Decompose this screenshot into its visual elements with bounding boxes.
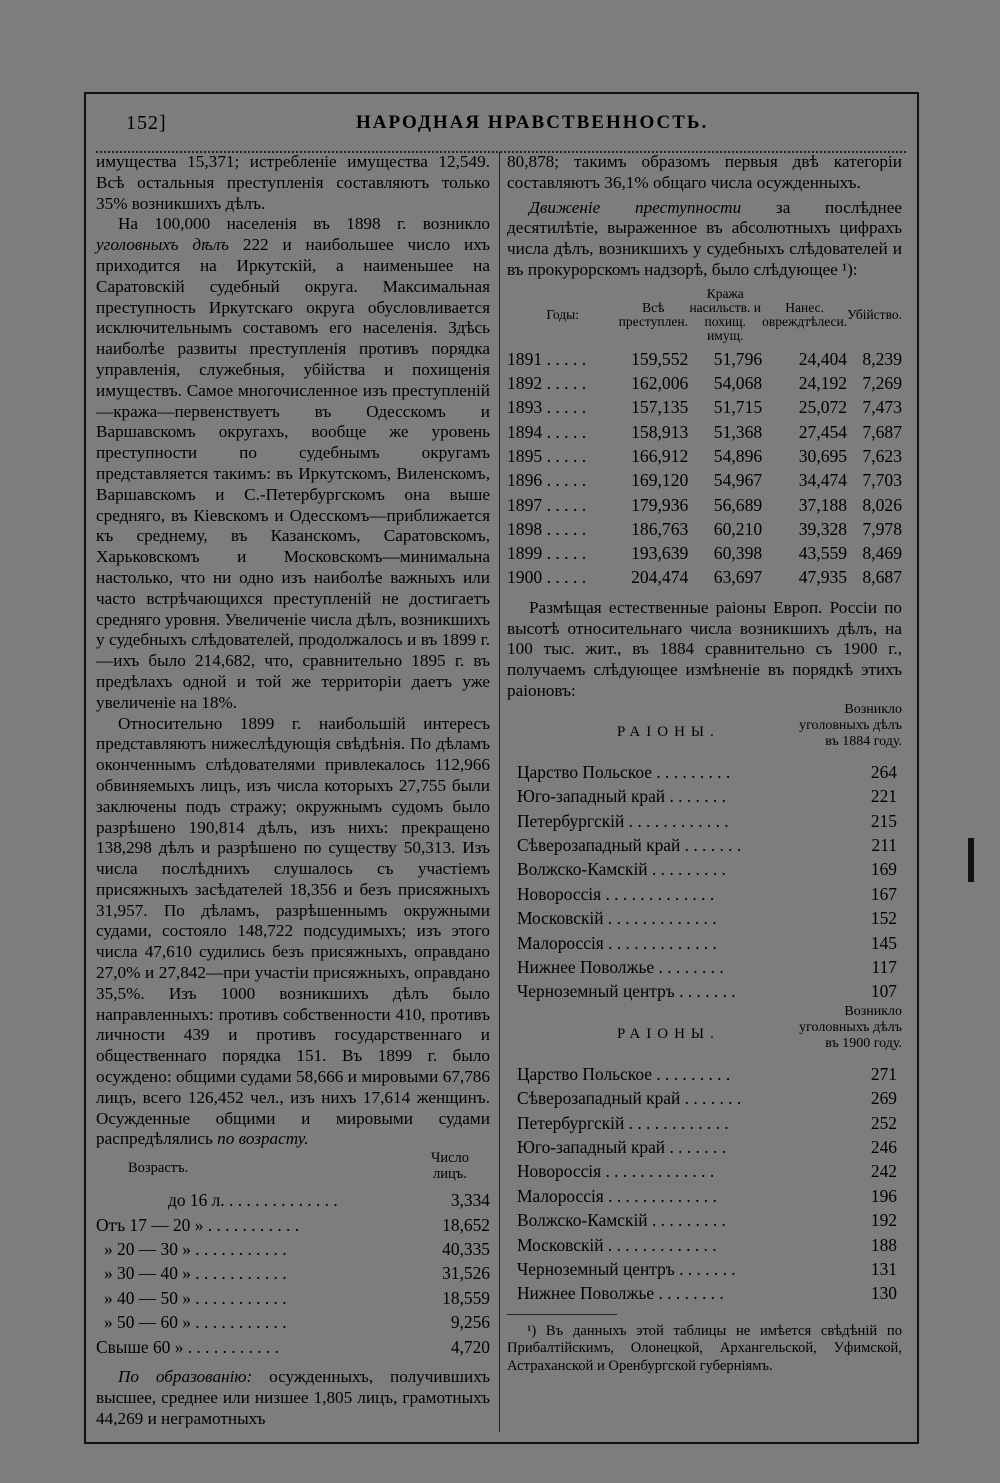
region-name: Петербургскій . . . . . . . . . . . .	[517, 810, 729, 831]
region-name: Московскій . . . . . . . . . . . . .	[517, 1234, 717, 1255]
emphasis: по возрасту.	[217, 1129, 309, 1149]
age-label: Отъ 17 — 20 » . . . . . . . . . . .	[96, 1214, 300, 1235]
header-years: Годы:	[546, 306, 579, 322]
value-cell: 54,896	[713, 445, 763, 466]
region-value: 196	[870, 1185, 897, 1206]
emphasis: Движеніе преступности	[529, 197, 742, 217]
value-cell: 7,269	[862, 373, 902, 394]
year-cell: 1895 . . . . .	[507, 445, 587, 466]
value-cell: 24,192	[798, 373, 848, 394]
table-row	[517, 1159, 897, 1183]
text: На 100,000 населенія въ 1898 г. возникло	[118, 214, 490, 234]
region-value: 269	[870, 1088, 897, 1109]
region-value: 271	[870, 1063, 897, 1084]
text: 222 и наибольшее число ихъ приходится на Иркутскій, а наименьшее на Саратовскій судебный округа. Максимальная преступность Иркутскаго округа обусловливается исключительнымъ составомъ его населенія. Здѣсь наиболѣе развиты преступленія противъ порядка управленія, служебныя, убійства и похищенія имуществъ. Самое многочисленное изъ преступленій—кража—первенствуетъ въ Одесскомъ и Варшавскомъ округахъ, вообще же уровень преступности по судебнымъ округамъ представляется такимъ: въ Иркутскомъ, Виленскомъ, Варшавскомъ и С.-Петербургскомъ она выше средняго, въ Кіевскомъ и Одесскомъ—приближается къ среднему, въ Казанскомъ, Саратовскомъ, Харьковскомъ и Московскомъ—минимальна настолько, что ни одно изъ наиболѣе важныхъ или часто встрѣчающихся преступленій не достигаетъ средняго уровня. Увеличеніе числа дѣлъ, возникшихъ у судебныхъ слѣдователей, продолжалось и въ 1899 г.—ихъ было 214,682, что, сравнительно 1895 г. въ предѣлахъ одной и той же территоріи даетъ уже увеличеніе на 18%.	[96, 235, 490, 712]
regions-1900-table	[517, 1062, 897, 1306]
scan-mark	[968, 838, 974, 882]
table-row	[517, 1208, 897, 1232]
year-cell: 1898 . . . . .	[507, 518, 587, 539]
value-cell: 8,687	[862, 567, 902, 588]
table-row	[507, 347, 902, 371]
table-row	[517, 784, 897, 808]
region-value: 169	[870, 859, 897, 880]
value-cell: 157,135	[631, 397, 689, 418]
region-value: 246	[870, 1137, 897, 1158]
value-cell: 56,689	[713, 494, 763, 515]
value-cell: 193,639	[631, 543, 689, 564]
region-name: Черноземный центръ . . . . . . .	[517, 981, 736, 1002]
value-cell: 27,454	[798, 421, 848, 442]
footnote: ¹) Въ данныхъ этой таблицы не имѣется свѣдѣній по Прибалтійскимъ, Олонецкой, Архангельской, Уфимской, Астраханской и Оренбургской губерніямъ.	[507, 1322, 902, 1374]
table-row	[517, 1062, 897, 1086]
table-row	[507, 493, 902, 517]
header-murder: Убійство.	[847, 306, 902, 322]
table-row	[507, 371, 902, 395]
left-paragraph-4	[96, 1367, 490, 1429]
age-value: 4,720	[450, 1336, 490, 1357]
left-paragraph-1: имущества 15,371; истребленіе имущества 12,549. Всѣ остальныя преступленія составляютъ только 35% возникшихъ дѣлъ.	[96, 152, 490, 213]
table-row	[517, 1111, 897, 1135]
region-value: 131	[870, 1259, 897, 1280]
year-cell: 1892 . . . . .	[507, 373, 587, 394]
regions-1900-header	[507, 1004, 902, 1062]
running-head: НАРОДНАЯ НРАВСТВЕННОСТЬ.	[356, 112, 709, 133]
regions-1884-caption: Возникло уголовныхъ дѣлъ въ 1884 году.	[799, 701, 902, 749]
table-row	[517, 882, 897, 906]
regions-1900-caption: Возникло уголовныхъ дѣлъ въ 1900 году.	[799, 1003, 902, 1051]
region-value: 242	[870, 1161, 897, 1182]
age-value: 40,335	[442, 1239, 490, 1260]
value-cell: 204,474	[631, 567, 689, 588]
regions-label: РАІОНЫ.	[617, 723, 720, 740]
value-cell: 63,697	[713, 567, 763, 588]
value-cell: 60,398	[713, 543, 763, 564]
value-cell: 186,763	[631, 518, 689, 539]
age-label: Свыше 60 » . . . . . . . . . . .	[96, 1336, 280, 1357]
value-cell: 24,404	[798, 348, 848, 369]
table-row	[517, 1184, 897, 1208]
page-number: 152]	[126, 112, 167, 134]
table-row	[507, 517, 902, 541]
age-label: до 16 л. . . . . . . . . . . . . .	[168, 1190, 338, 1211]
region-value: 107	[870, 981, 897, 1002]
value-cell: 7,978	[862, 518, 902, 539]
region-name: Черноземный центръ . . . . . . .	[517, 1259, 736, 1280]
year-cell: 1900 . . . . .	[507, 567, 587, 588]
value-cell: 179,936	[631, 494, 689, 515]
regions-1884-header	[507, 702, 902, 760]
table-row	[517, 931, 897, 955]
table-row	[507, 395, 902, 419]
emphasis: По образованію:	[118, 1367, 253, 1387]
value-cell: 162,006	[631, 373, 689, 394]
right-paragraph-3: Размѣщая естественные раіоны Европ. Россіи по высотѣ относительнаго числа возникшихъ дѣлъ, на 100 тыс. жит., въ 1884 сравнительно съ 1900 г., получаемъ слѣдующее измѣненіе въ порядкѣ этихъ раіоновъ:	[507, 597, 902, 700]
region-value: 167	[870, 883, 897, 904]
age-value: 3,334	[450, 1190, 490, 1211]
table-row	[507, 468, 902, 492]
value-cell: 158,913	[631, 421, 689, 442]
right-paragraph-2	[507, 198, 902, 281]
value-cell: 34,474	[798, 470, 848, 491]
region-name: Малороссія . . . . . . . . . . . . .	[517, 1185, 717, 1206]
value-cell: 166,912	[631, 445, 689, 466]
table-row	[517, 1086, 897, 1110]
table-row	[517, 1135, 897, 1159]
year-cell: 1896 . . . . .	[507, 470, 587, 491]
table-row	[96, 1237, 490, 1261]
table-row	[507, 541, 902, 565]
year-cell: 1897 . . . . .	[507, 494, 587, 515]
header-theft: Кража насильств. и похищ. имущ.	[689, 285, 762, 343]
table-row	[517, 1281, 897, 1305]
age-label: » 50 — 60 » . . . . . . . . . . .	[104, 1312, 287, 1333]
value-cell: 8,469	[862, 543, 902, 564]
year-cell: 1893 . . . . .	[507, 397, 587, 418]
table-row	[517, 833, 897, 857]
table-row	[507, 565, 902, 589]
region-name: Юго-западный край . . . . . . .	[517, 1137, 726, 1158]
age-label: » 30 — 40 » . . . . . . . . . . .	[104, 1263, 287, 1284]
region-name: Московскій . . . . . . . . . . . . .	[517, 908, 717, 929]
region-value: 192	[870, 1210, 897, 1231]
value-cell: 51,368	[713, 421, 763, 442]
table-row	[517, 955, 897, 979]
value-cell: 7,703	[862, 470, 902, 491]
region-value: 145	[870, 932, 897, 953]
footnote-rule	[507, 1314, 617, 1315]
value-cell: 43,559	[798, 543, 848, 564]
table-row	[96, 1261, 490, 1285]
table-row	[507, 444, 902, 468]
year-cell: 1894 . . . . .	[507, 421, 587, 442]
region-name: Волжско-Камскій . . . . . . . . .	[517, 859, 726, 880]
region-name: Нижнее Поволжье . . . . . . . .	[517, 1283, 724, 1304]
age-label: » 20 — 30 » . . . . . . . . . . .	[104, 1239, 287, 1260]
value-cell: 37,188	[798, 494, 848, 515]
left-paragraph-3	[96, 714, 490, 1151]
region-value: 152	[870, 908, 897, 929]
table-row	[517, 979, 897, 1003]
age-table-header	[96, 1150, 490, 1188]
value-cell: 7,687	[862, 421, 902, 442]
region-value: 221	[870, 786, 897, 807]
value-cell: 51,715	[713, 397, 763, 418]
crime-table	[507, 285, 902, 590]
region-name: Сѣверозападный край . . . . . . .	[517, 834, 742, 855]
column-divider	[499, 152, 500, 1432]
text: осужденныхъ, получившихъ высшее, среднее или низшее 1,805 лицъ, грамотныхъ 44,269 и неграмотныхъ	[96, 1367, 490, 1428]
table-row	[517, 760, 897, 784]
region-name: Нижнее Поволжье . . . . . . . .	[517, 956, 724, 977]
table-row	[517, 1257, 897, 1281]
emphasis: уголовныхъ дѣлъ	[96, 235, 229, 255]
count-column-label: Число лицъ.	[430, 1150, 470, 1183]
region-name: Волжско-Камскій . . . . . . . . .	[517, 1210, 726, 1231]
value-cell: 51,796	[713, 348, 763, 369]
table-row	[517, 809, 897, 833]
age-value: 31,526	[442, 1263, 490, 1284]
age-table	[96, 1188, 490, 1359]
value-cell: 8,026	[862, 494, 902, 515]
right-column	[507, 152, 902, 1375]
table-row	[517, 906, 897, 930]
region-name: Царство Польское . . . . . . . . .	[517, 1063, 731, 1084]
right-paragraph-1: 80,878; такимъ образомъ первыя двѣ категоріи составляютъ 36,1% общаго числа осужденныхъ.	[507, 152, 902, 192]
region-name: Новороссія . . . . . . . . . . . . .	[517, 883, 715, 904]
table-row	[517, 857, 897, 881]
header-injury: Нанес. овреждтѣлеси.	[762, 299, 848, 329]
table-row	[96, 1335, 490, 1359]
left-column	[96, 152, 490, 1429]
region-name: Юго-западный край . . . . . . .	[517, 786, 726, 807]
age-value: 9,256	[450, 1312, 490, 1333]
value-cell: 39,328	[798, 518, 848, 539]
table-row	[96, 1188, 490, 1212]
region-value: 188	[870, 1234, 897, 1255]
table-row	[96, 1310, 490, 1334]
region-name: Сѣверозападный край . . . . . . .	[517, 1088, 742, 1109]
value-cell: 47,935	[798, 567, 848, 588]
text: за послѣднее десятилѣтіе, выраженное въ абсолютныхъ цифрахъ числа дѣлъ, возникшихъ у судебныхъ слѣдователей и въ прокурорскомъ надзорѣ, было слѣдующее ¹):	[507, 197, 902, 279]
crime-table-header	[507, 285, 902, 347]
table-row	[507, 420, 902, 444]
region-name: Малороссія . . . . . . . . . . . . .	[517, 932, 717, 953]
age-column-label: Возрастъ.	[128, 1160, 189, 1177]
region-value: 130	[870, 1283, 897, 1304]
table-row	[96, 1213, 490, 1237]
value-cell: 54,967	[713, 470, 763, 491]
age-value: 18,652	[442, 1214, 490, 1235]
value-cell: 30,695	[798, 445, 848, 466]
region-value: 117	[871, 956, 897, 977]
value-cell: 8,239	[862, 348, 902, 369]
value-cell: 54,068	[713, 373, 763, 394]
bottom-border	[84, 1442, 919, 1444]
value-cell: 7,473	[862, 397, 902, 418]
region-name: Петербургскій . . . . . . . . . . . .	[517, 1112, 729, 1133]
regions-1884-table	[517, 760, 897, 1004]
header-all-crimes: Всѣ преступлен.	[618, 299, 688, 329]
text: Относительно 1899 г. наибольшій интересъ представляютъ нижеслѣдующія свѣдѣнія. По дѣламъ оконченнымъ слѣдователями привлекалось 112,966 обвиняемыхъ лицъ, изъ числа которыхъ 27,755 были заключены подъ стражу; окружнымъ судомъ было разрѣшено 190,814 дѣлъ, изъ нихъ: прекращено 138,298 дѣлъ и разрѣшено по существу 50,313. Изъ числа послѣднихъ слушалось съ участіемъ присяжныхъ засѣдателей 18,356 и безъ присяжныхъ 31,957. По дѣламъ, разрѣшеннымъ окружными судами, состояло 148,722 подсудимыхъ; изъ этого числа 47,610 судились безъ присяжныхъ, оправдано 27,0% и 27,842—при участіи присяжныхъ, оправдано 35,5%. Изъ 1000 возникшихъ дѣлъ было направленныхъ: противъ собственности 410, противъ личности 439 и противъ государственнаго и общественнаго порядка 151. Въ 1899 г. было осуждено: общими судами 58,666 и мировыми 67,786 лицъ, всего 126,452 чел., изъ нихъ 17,614 женщинъ. Осужденные общими и мировыми судами распредѣлялись	[96, 713, 490, 1149]
region-name: Новороссія . . . . . . . . . . . . .	[517, 1161, 715, 1182]
left-paragraph-2	[96, 214, 490, 713]
year-cell: 1891 . . . . .	[507, 348, 587, 369]
region-value: 211	[871, 834, 897, 855]
year-cell: 1899 . . . . .	[507, 543, 587, 564]
value-cell: 25,072	[798, 397, 848, 418]
age-value: 18,559	[442, 1287, 490, 1308]
page-header	[96, 112, 906, 142]
region-value: 252	[870, 1112, 897, 1133]
regions-label: РАІОНЫ.	[617, 1025, 720, 1042]
region-value: 215	[870, 810, 897, 831]
value-cell: 169,120	[631, 470, 689, 491]
value-cell: 60,210	[713, 518, 763, 539]
table-row	[517, 1233, 897, 1257]
region-value: 264	[870, 761, 897, 782]
value-cell: 7,623	[862, 445, 902, 466]
table-row	[96, 1286, 490, 1310]
value-cell: 159,552	[631, 348, 689, 369]
region-name: Царство Польское . . . . . . . . .	[517, 761, 731, 782]
age-label: » 40 — 50 » . . . . . . . . . . .	[104, 1287, 287, 1308]
